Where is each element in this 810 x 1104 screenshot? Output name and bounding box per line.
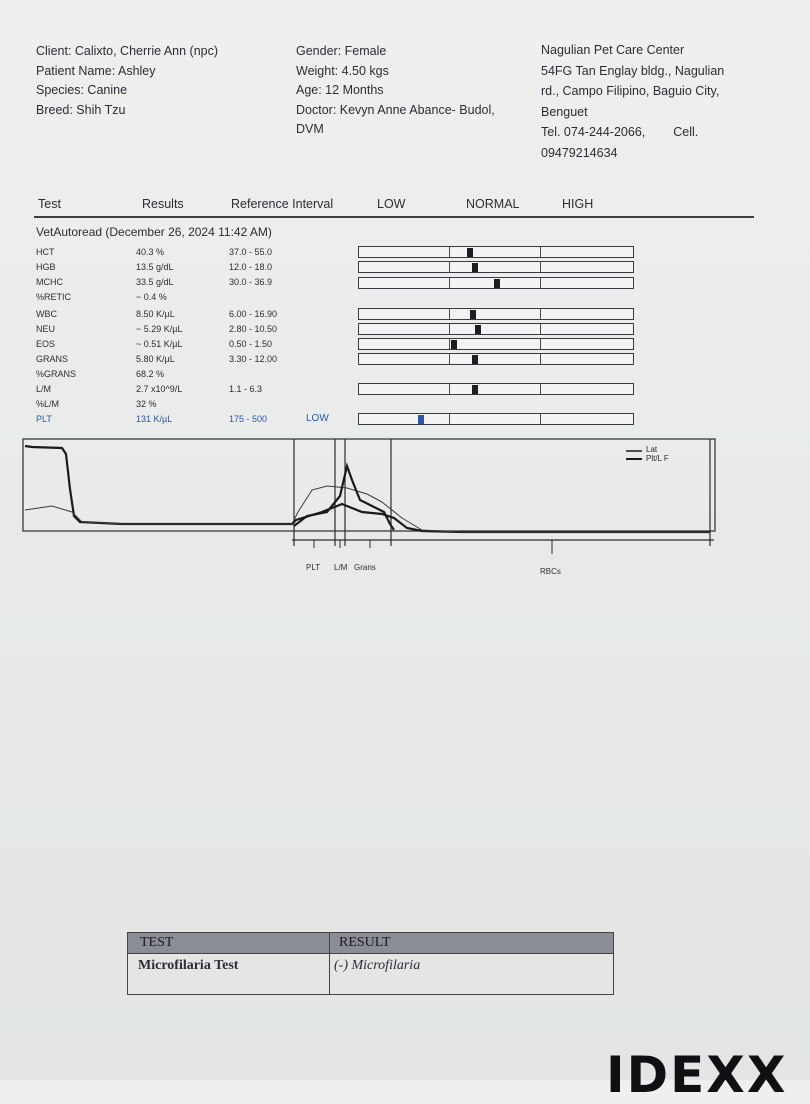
range-divider-low xyxy=(449,309,450,319)
result-value: 32 % xyxy=(136,399,157,409)
result-test-name: %L/M xyxy=(36,399,60,409)
range-divider-low xyxy=(449,247,450,257)
col-reference: Reference Interval xyxy=(231,197,334,211)
result-value: 68.2 % xyxy=(136,369,165,379)
range-divider-low xyxy=(449,384,450,394)
range-divider-low xyxy=(449,324,450,334)
result-test-name: HCT xyxy=(36,247,55,257)
legend-label-1: Lat xyxy=(646,445,658,454)
result-reference: 6.00 - 16.90 xyxy=(229,309,278,319)
range-divider-high xyxy=(540,339,541,349)
client-name: Client: Calixto, Cherrie Ann (npc) xyxy=(36,44,219,58)
range-divider-low xyxy=(449,414,450,424)
result-value: 33.5 g/dL xyxy=(136,277,174,287)
header-test: TEST xyxy=(140,935,174,950)
clinic-name: Nagulian Pet Care Center xyxy=(541,43,685,57)
result-test-name: %RETIC xyxy=(36,292,72,302)
result-value: 131 K/µL xyxy=(136,414,173,424)
range-bar xyxy=(358,338,634,350)
result-test-name: PLT xyxy=(36,414,52,424)
range-divider-high xyxy=(540,309,541,319)
weight: Weight: 4.50 kgs xyxy=(296,63,389,78)
header-patient-col xyxy=(296,42,495,140)
range-marker xyxy=(475,325,481,334)
col-test: Test xyxy=(38,197,61,211)
range-divider-high xyxy=(540,384,541,394)
result-test-name: %GRANS xyxy=(36,369,77,379)
header-clinic-col xyxy=(541,40,724,163)
result-reference: 1.1 - 6.3 xyxy=(229,384,263,394)
range-bar xyxy=(358,277,634,289)
clinic-phone xyxy=(541,122,724,143)
header-client-col xyxy=(36,42,218,120)
range-marker xyxy=(418,415,424,424)
result-value: 13.5 g/dL xyxy=(136,262,174,272)
result-reference: 0.50 - 1.50 xyxy=(229,339,273,349)
clinic-cell-label: Cell. xyxy=(673,125,699,139)
label-rbcs: RBCs xyxy=(540,567,561,576)
clinic-address-3: Benguet xyxy=(541,104,588,119)
result-reference: 2.80 - 10.50 xyxy=(229,324,278,334)
range-divider-high xyxy=(540,262,541,272)
col-normal: NORMAL xyxy=(466,197,520,211)
gender: Gender: Female xyxy=(296,44,387,58)
header-rule xyxy=(34,216,754,218)
col-high: HIGH xyxy=(562,197,594,211)
result-value: ~ 0.4 % xyxy=(136,292,167,302)
range-divider-high xyxy=(540,278,541,288)
result-test-name: HGB xyxy=(36,262,56,272)
range-divider-low xyxy=(449,339,450,349)
result-value: ~ 5.29 K/µL xyxy=(136,324,183,334)
range-bar xyxy=(358,261,634,273)
species: Species: Canine xyxy=(36,83,128,97)
range-divider-high xyxy=(540,247,541,257)
clinic-address-1: 54FG Tan Englay bldg., Nagulian xyxy=(541,63,725,78)
range-divider-high xyxy=(540,354,541,364)
range-bar xyxy=(358,308,634,320)
clinic-tel: Tel. 074-244-2066, xyxy=(541,125,646,139)
label-grans: Grans xyxy=(354,563,376,572)
result-value: ~ 0.51 K/µL xyxy=(136,339,183,349)
histogram xyxy=(22,434,718,576)
col-results: Results xyxy=(142,197,184,211)
result-test-name: GRANS xyxy=(36,354,69,364)
range-bar xyxy=(358,413,634,425)
range-marker xyxy=(467,248,473,257)
microfilaria-table xyxy=(127,932,614,995)
range-marker xyxy=(494,279,500,288)
range-marker xyxy=(451,340,457,349)
result-value: 40.3 % xyxy=(136,247,165,257)
range-marker xyxy=(472,385,478,394)
result-reference: 12.0 - 18.0 xyxy=(229,262,273,272)
range-marker xyxy=(472,263,478,272)
range-divider-low xyxy=(449,354,450,364)
age: Age: 12 Months xyxy=(296,83,384,97)
legend-label-2: Plt/L F xyxy=(646,454,669,463)
breed: Breed: Shih Tzu xyxy=(36,102,126,117)
result-test-name: WBC xyxy=(36,309,57,319)
result-value: 2.7 x10^9/L xyxy=(136,384,183,394)
label-lm: L/M xyxy=(334,563,348,572)
range-bar xyxy=(358,353,634,365)
cell-peak xyxy=(294,466,394,530)
range-bar xyxy=(358,323,634,335)
result-test-name: NEU xyxy=(36,324,56,334)
microfilaria-table-divider xyxy=(329,933,330,994)
result-value: 8.50 K/µL xyxy=(136,309,175,319)
label-plt: PLT xyxy=(306,563,321,572)
range-divider-high xyxy=(540,324,541,334)
header-result: RESULT xyxy=(339,935,391,950)
range-bar xyxy=(358,246,634,258)
result-test-name: L/M xyxy=(36,384,52,394)
range-marker xyxy=(470,310,476,319)
result-reference: 3.30 - 12.00 xyxy=(229,354,278,364)
histogram-frame xyxy=(23,439,715,531)
result-reference: 37.0 - 55.0 xyxy=(229,247,273,257)
result-reference: 175 - 500 xyxy=(229,414,268,424)
range-divider-high xyxy=(540,414,541,424)
doctor-title: DVM xyxy=(296,122,324,136)
microfilaria-result: (-) Microfilaria xyxy=(334,958,421,973)
range-bar xyxy=(358,383,634,395)
result-flag: LOW xyxy=(306,413,329,424)
range-divider-low xyxy=(449,278,450,288)
col-low: LOW xyxy=(377,197,406,211)
microfilaria-test-name: Microfilaria Test xyxy=(138,958,239,973)
patient-name: Patient Name: Ashley xyxy=(36,63,156,78)
range-divider-low xyxy=(449,262,450,272)
result-test-name: EOS xyxy=(36,339,56,349)
clinic-address-2: rd., Campo Filipino, Baguio City, xyxy=(541,84,720,98)
range-marker xyxy=(472,355,478,364)
rbc-curve xyxy=(25,446,710,532)
clinic-cell: 09479214634 xyxy=(541,145,618,160)
doctor: Doctor: Kevyn Anne Abance- Budol, xyxy=(296,102,495,117)
result-reference: 30.0 - 36.9 xyxy=(229,277,273,287)
idexx-logo: IDEXX xyxy=(606,1046,788,1104)
result-value: 5.80 K/µL xyxy=(136,354,175,364)
run-title: VetAutoread (December 26, 2024 11:42 AM) xyxy=(36,225,272,239)
result-test-name: MCHC xyxy=(36,277,63,287)
